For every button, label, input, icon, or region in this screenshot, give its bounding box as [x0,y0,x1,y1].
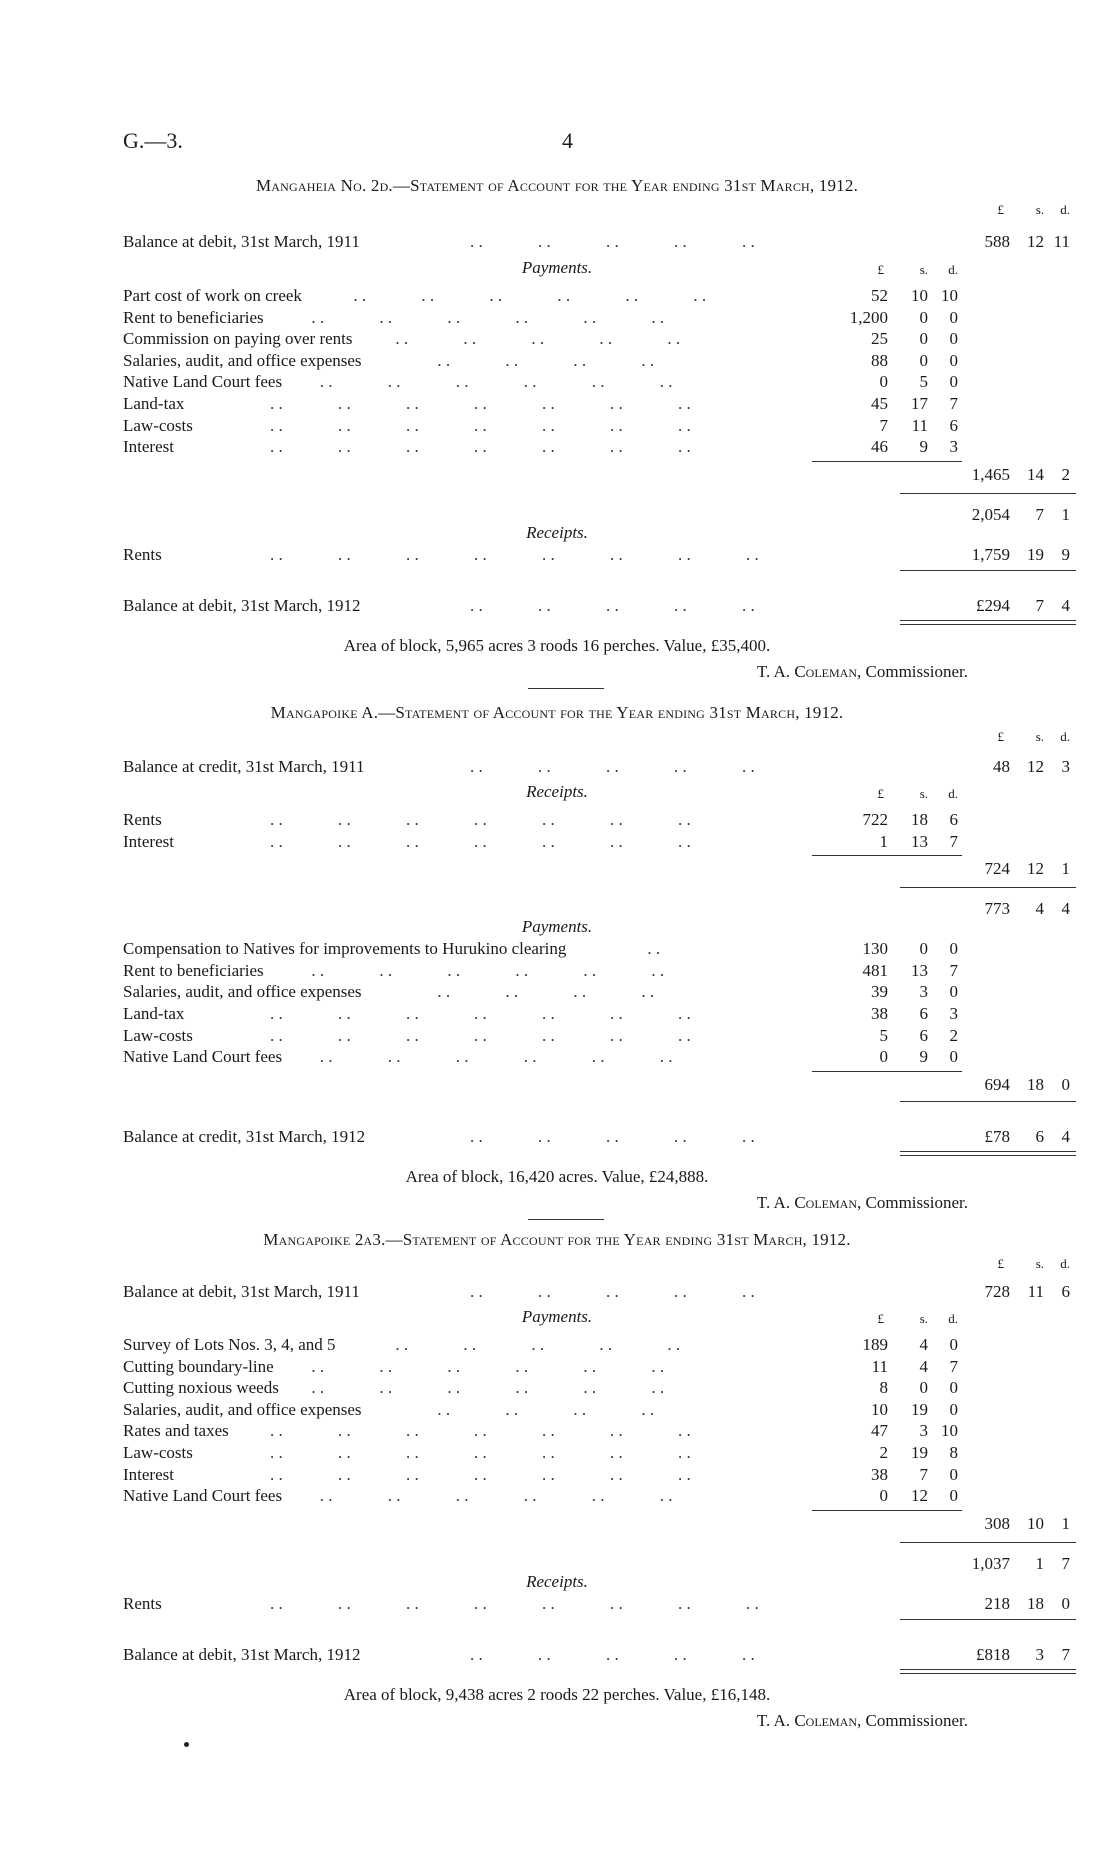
item-shillings: 4 [919,1356,928,1376]
dot-leader: . . . . . . . . . . . . . . [270,831,742,851]
ledger-item-label: Rents [123,810,162,829]
item-pence: 7 [949,394,958,413]
opening-pence: 11 [1053,232,1070,251]
item-pounds: 52 [871,286,888,305]
ledger-item-label: Compensation to Natives for improvements to Hurukino clearing [123,939,567,959]
item-pounds: 46 [871,437,888,457]
item-pence: 0 [949,982,958,1002]
ledger-row [0,394,1114,416]
closing-pounds: £294 [976,596,1010,616]
block-name: Mangapoike 2a3. [263,1230,386,1249]
item-pence: 7 [949,831,958,851]
column-header-pence: d. [1060,1256,1070,1271]
item-shillings: 3 [919,982,928,1002]
item-shillings: 6 [919,1025,928,1045]
dot-leader: . . . . . . . . . . . . . . [270,1421,742,1441]
dot-leader: . . . . . . . . . . . . [311,1356,716,1376]
inner-header-pounds: £ [877,786,884,801]
item-pence: 0 [949,350,958,370]
item-shillings: 19 [1027,544,1044,564]
item-pence: 0 [949,1486,958,1506]
item-shillings: 11 [911,415,928,435]
ledger-item-label: Survey of Lots Nos. 3, 4, and 5 [123,1335,336,1354]
opening-balance-label: Balance at debit, 31st March, 1911 [123,1282,360,1301]
subtotal-pounds: 1,037 [971,1553,1010,1573]
item-shillings: 18 [1027,1593,1044,1613]
dot-leader: . . . . . . . . . . . . . . [270,1025,742,1045]
column-header-pounds: £ [997,202,1004,217]
item-pence: 0 [949,1464,958,1484]
page-number: 4 [562,128,573,153]
dot-leader: . . . . . . . . . . . . . . [270,1464,742,1484]
ledger-row [0,1004,1114,1026]
outer-sum-rule [900,1542,1076,1543]
closing-pence: 4 [1061,1126,1070,1146]
closing-pence: 4 [1061,596,1070,616]
column-header-pounds: £ [997,1256,1004,1271]
item-shillings: 5 [919,372,928,392]
item-pounds: 0 [879,1486,888,1506]
item-pence: 0 [949,372,958,392]
title-rest: —Statement of Account for the Year ending 31st March, 1912. [378,703,844,722]
item-pounds: 1,200 [849,307,888,327]
ledger-row [0,1400,1114,1422]
item-pounds: 0 [879,1047,888,1067]
outer-sum-rule [900,887,1076,888]
dot-leader: . . . . . . . . . . . . . . . . [270,1593,810,1613]
item-pounds: 5 [879,1025,888,1045]
dot-leader: . . . . . . . . . . . . [311,307,716,327]
ledger-row [0,351,1114,373]
dot-leader: . . . . . . . . [437,1399,706,1419]
item-pounds: 10 [871,1399,888,1419]
signature-title: , Commissioner. [857,1711,968,1731]
ledger-row [0,308,1114,330]
item-pence: 0 [1061,1593,1070,1613]
closing-double-rule [900,1151,1076,1156]
item-shillings: 12 [911,1486,928,1506]
item-shillings: 7 [919,1464,928,1484]
block-name: Mangapoike A. [270,703,379,722]
ledger-item-label: Commission on paying over rents [123,329,353,349]
ledger-item-label: Interest [123,1464,174,1484]
ledger-item-label: Cutting boundary-line [123,1356,274,1376]
opening-shillings: 12 [1027,757,1044,776]
ledger-row [0,1357,1114,1379]
item-pence: 6 [949,415,958,435]
ledger-item-label: Cutting noxious weeds [123,1378,279,1398]
item-pounds: 130 [862,939,888,959]
ledger-row [0,832,1114,854]
item-pence: 7 [949,960,958,980]
dot-leader: . . . . . . . . . . . . . . [270,1443,742,1462]
item-shillings: 18 [911,810,928,829]
opening-balance-label: Balance at credit, 31st March, 1911 [123,757,365,776]
group-title: Payments. [521,258,593,277]
item-shillings: 6 [919,1004,928,1023]
closing-balance-label: Balance at debit, 31st March, 1912 [123,1645,361,1665]
ink-speck [184,1742,189,1747]
section-separator [528,688,604,689]
closing-shillings: 7 [1035,596,1044,616]
inner-header-pounds: £ [877,262,884,277]
ledger-item-label: Salaries, audit, and office expenses [123,982,362,1002]
item-pounds: 38 [871,1464,888,1484]
group-total-pence: 0 [1061,1074,1070,1094]
ledger-row [0,1026,1114,1048]
item-pounds: 39 [871,982,888,1002]
ledger-row [0,1594,1114,1616]
dot-leader: . . . . . . . . . . [395,329,732,349]
dot-leader: . . . . . . . . . . . . . . [270,394,742,413]
dot-leader: . . . . . . . . . . [470,596,806,616]
outer-sum-rule [900,1101,1076,1102]
ledger-row [0,939,1114,961]
column-header-pence: d. [1060,202,1070,217]
item-shillings: 19 [911,1399,928,1419]
item-pounds: 2 [879,1443,888,1462]
subtotal-pounds: 773 [984,899,1010,919]
group-total-pounds: 308 [984,1513,1010,1533]
dot-leader: . . . . . . . . . . . . [353,286,758,305]
dot-leader: . . . . . . . . . . [470,1126,806,1146]
subtotal-shillings: 4 [1035,899,1044,919]
item-shillings: 19 [911,1443,928,1462]
inner-sum-rule [812,461,962,462]
signature-name: T. A. Coleman [756,1711,858,1731]
item-pence: 0 [949,1378,958,1398]
dot-leader: . . . . . . . . . . . . [311,960,716,980]
opening-shillings: 11 [1027,1282,1044,1301]
closing-pounds: £78 [984,1126,1010,1146]
opening-pounds: 48 [993,757,1010,776]
title-rest: —Statement of Account for the Year ending 31st March, 1912. [385,1230,851,1249]
inner-sum-rule [812,855,962,856]
closing-shillings: 6 [1035,1126,1044,1146]
column-header-pence: d. [1060,729,1070,744]
item-shillings: 0 [919,329,928,349]
item-shillings: 0 [919,1378,928,1398]
item-pence: 0 [949,1335,958,1354]
item-pence: 2 [949,1025,958,1045]
block-name: Mangaheia No. 2d. [255,176,393,195]
dot-leader: . . . . . . . . . . [470,232,806,251]
dot-leader: . . . . . . . . . . . . . . [270,437,742,457]
closing-double-rule [900,1669,1076,1674]
item-pounds: 1,759 [971,544,1010,564]
closing-pence: 7 [1061,1645,1070,1665]
group-total-pounds: 1,465 [971,464,1010,484]
item-pounds: 7 [879,415,888,435]
group-total-pounds: 724 [984,859,1010,879]
ledger-row [0,286,1114,308]
ledger-row [0,1335,1114,1357]
opening-pence: 6 [1061,1282,1070,1301]
ledger-item-label: Law-costs [123,1443,193,1462]
dot-leader: . . . . . . . . . . . . . . [270,1004,742,1023]
item-pounds: 218 [984,1593,1010,1613]
ledger-row [0,1421,1114,1443]
group-title: Receipts. [526,522,588,542]
ledger-item-label: Rates and taxes [123,1421,229,1441]
item-pence: 0 [949,1399,958,1419]
group-total-pence: 1 [1061,1513,1070,1533]
column-header-shillings: s. [1035,729,1044,744]
group-total-shillings: 10 [1027,1513,1044,1533]
opening-balance-label: Balance at debit, 31st March, 1911 [123,232,360,251]
ledger-item-label: Rents [123,1593,162,1613]
closing-pounds: £818 [976,1645,1010,1665]
item-pence: 3 [949,437,958,457]
item-pence: 9 [1061,544,1070,564]
signature-title: , Commissioner. [857,1192,968,1212]
dot-leader: . . . . . . . . . . [470,757,806,776]
inner-header-pence: d. [948,786,958,801]
dot-leader: . . . . . . . . . . . . [319,372,724,392]
subtotal-pence: 7 [1061,1553,1070,1573]
inner-header-shillings: s. [919,786,928,801]
subtotal-pence: 4 [1061,899,1070,919]
dot-leader: . . [647,939,712,959]
item-pence: 0 [949,1047,958,1067]
page-reference: G.—3. [123,128,183,153]
commissioner-signature [757,1711,968,1731]
section-separator [528,1219,604,1220]
ledger-item-label: Salaries, audit, and office expenses [123,350,362,370]
item-pounds: 8 [879,1378,888,1398]
subtotal-pounds: 2,054 [971,504,1010,524]
ledger-item-label: Land-tax [123,394,185,413]
dot-leader: . . . . . . . . . . . . [319,1047,724,1067]
ledger-item-label: Law-costs [123,1025,193,1045]
group-total-pence: 2 [1061,464,1070,484]
item-pounds: 189 [862,1335,888,1354]
block-area-value-note: Area of block, 9,438 acres 2 roods 22 perches. Value, £16,148. [343,1685,771,1705]
group-total-pounds: 694 [984,1074,1010,1094]
subtotal-shillings: 7 [1035,504,1044,524]
ledger-row [0,1047,1114,1069]
item-shillings: 4 [919,1335,928,1354]
ledger-item-label: Native Land Court fees [123,372,283,392]
outer-sum-rule [900,493,1076,494]
closing-double-rule [900,620,1076,625]
dot-leader: . . . . . . . . . . [470,1282,806,1301]
inner-header-pence: d. [948,262,958,277]
item-pounds: 25 [871,329,888,349]
dot-leader: . . . . . . . . . . . . [311,1378,716,1398]
item-shillings: 13 [911,831,928,851]
ledger-item-label: Law-costs [123,415,193,435]
item-shillings: 0 [919,939,928,959]
item-pounds: 88 [871,350,888,370]
item-pounds: 38 [871,1004,888,1023]
item-shillings: 3 [919,1421,928,1441]
inner-header-pounds: £ [877,1311,884,1326]
group-total-shillings: 14 [1027,464,1044,484]
ledger-row [0,1378,1114,1400]
opening-shillings: 12 [1027,232,1044,251]
commissioner-signature [757,1193,968,1213]
closing-balance-label: Balance at debit, 31st March, 1912 [123,596,361,616]
group-total-pence: 1 [1061,859,1070,879]
ledger-item-label: Native Land Court fees [123,1047,283,1067]
ledger-item-label: Land-tax [123,1004,185,1023]
closing-shillings: 3 [1035,1645,1044,1665]
item-shillings: 13 [911,960,928,980]
block-area-value-note: Area of block, 5,965 acres 3 roods 16 perches. Value, £35,400. [343,636,771,656]
ledger-row [0,1465,1114,1487]
signature-name: T. A. Coleman [756,662,858,682]
item-pence: 0 [949,329,958,349]
ledger-row [0,437,1114,459]
column-header-shillings: s. [1035,202,1044,217]
item-shillings: 10 [911,286,928,305]
ledger-row [0,1486,1114,1508]
group-title: Receipts. [526,782,588,801]
statement-title [0,703,1114,723]
ledger-item-label: Interest [123,831,174,851]
column-header-shillings: s. [1035,1256,1044,1271]
opening-pence: 3 [1061,757,1070,776]
ledger-item-label: Rent to beneficiaries [123,307,264,327]
group-title: Payments. [521,1307,593,1326]
signature-name: T. A. Coleman [756,1192,858,1212]
dot-leader: . . . . . . . . . . . . . . [270,810,742,829]
item-pence: 3 [949,1004,958,1023]
subtotal-shillings: 1 [1035,1553,1044,1573]
inner-header-shillings: s. [919,262,928,277]
statement-title [0,1230,1114,1250]
ledger-row [0,545,1114,567]
outer-sum-rule [900,1619,1076,1620]
dot-leader: . . . . . . . . . . . . . . [270,415,742,435]
inner-header-pence: d. [948,1311,958,1326]
inner-sum-rule [812,1071,962,1072]
statement-title [0,176,1114,196]
ledger-item-label: Salaries, audit, and office expenses [123,1399,362,1419]
item-pence: 10 [941,1421,958,1441]
group-total-shillings: 12 [1027,859,1044,879]
item-pence: 0 [949,307,958,327]
dot-leader: . . . . . . . . . . [395,1335,732,1354]
group-total-shillings: 18 [1027,1074,1044,1094]
outer-sum-rule [900,570,1076,571]
title-rest: —Statement of Account for the Year ending 31st March, 1912. [392,176,859,195]
dot-leader: . . . . . . . . [437,982,706,1002]
inner-sum-rule [812,1510,962,1511]
group-title: Payments. [521,917,593,937]
item-shillings: 17 [911,394,928,413]
inner-header-shillings: s. [919,1311,928,1326]
ledger-item-label: Rent to beneficiaries [123,960,264,980]
item-pence: 10 [941,286,958,305]
dot-leader: . . . . . . . . [437,350,706,370]
item-pounds: 47 [871,1421,888,1441]
item-shillings: 0 [919,350,928,370]
ledger-item-label: Native Land Court fees [123,1486,283,1506]
ledger-item-label: Rents [123,544,162,564]
item-shillings: 9 [919,437,928,457]
ledger-item-label: Interest [123,437,174,457]
dot-leader: . . . . . . . . . . . . [319,1486,724,1506]
item-pounds: 11 [871,1356,888,1376]
item-pounds: 481 [862,960,888,980]
ledger-item-label: Part cost of work on creek [123,286,302,305]
item-pence: 0 [949,939,958,959]
ledger-row [0,416,1114,438]
item-pounds: 1 [879,831,888,851]
ledger-row [0,1443,1114,1465]
ledger-row [0,329,1114,351]
opening-pounds: 588 [984,232,1010,251]
signature-title: , Commissioner. [857,662,968,682]
item-shillings: 0 [919,307,928,327]
closing-balance-label: Balance at credit, 31st March, 1912 [123,1126,366,1146]
item-shillings: 9 [919,1047,928,1067]
ledger-row [0,810,1114,832]
group-title: Receipts. [526,1571,588,1591]
item-pounds: 722 [862,810,888,829]
opening-pounds: 728 [984,1282,1010,1301]
item-pounds: 0 [879,372,888,392]
commissioner-signature [757,662,968,682]
ledger-row [0,372,1114,394]
item-pence: 7 [949,1356,958,1376]
column-header-pounds: £ [997,729,1004,744]
item-pounds: 45 [871,394,888,413]
subtotal-pence: 1 [1061,504,1070,524]
ledger-row [0,961,1114,983]
item-pence: 8 [949,1443,958,1462]
block-area-value-note: Area of block, 16,420 acres. Value, £24,888. [405,1166,709,1186]
ledger-row [0,982,1114,1004]
dot-leader: . . . . . . . . . . . . . . . . [270,544,810,564]
dot-leader: . . . . . . . . . . [470,1645,806,1665]
item-pence: 6 [949,810,958,829]
